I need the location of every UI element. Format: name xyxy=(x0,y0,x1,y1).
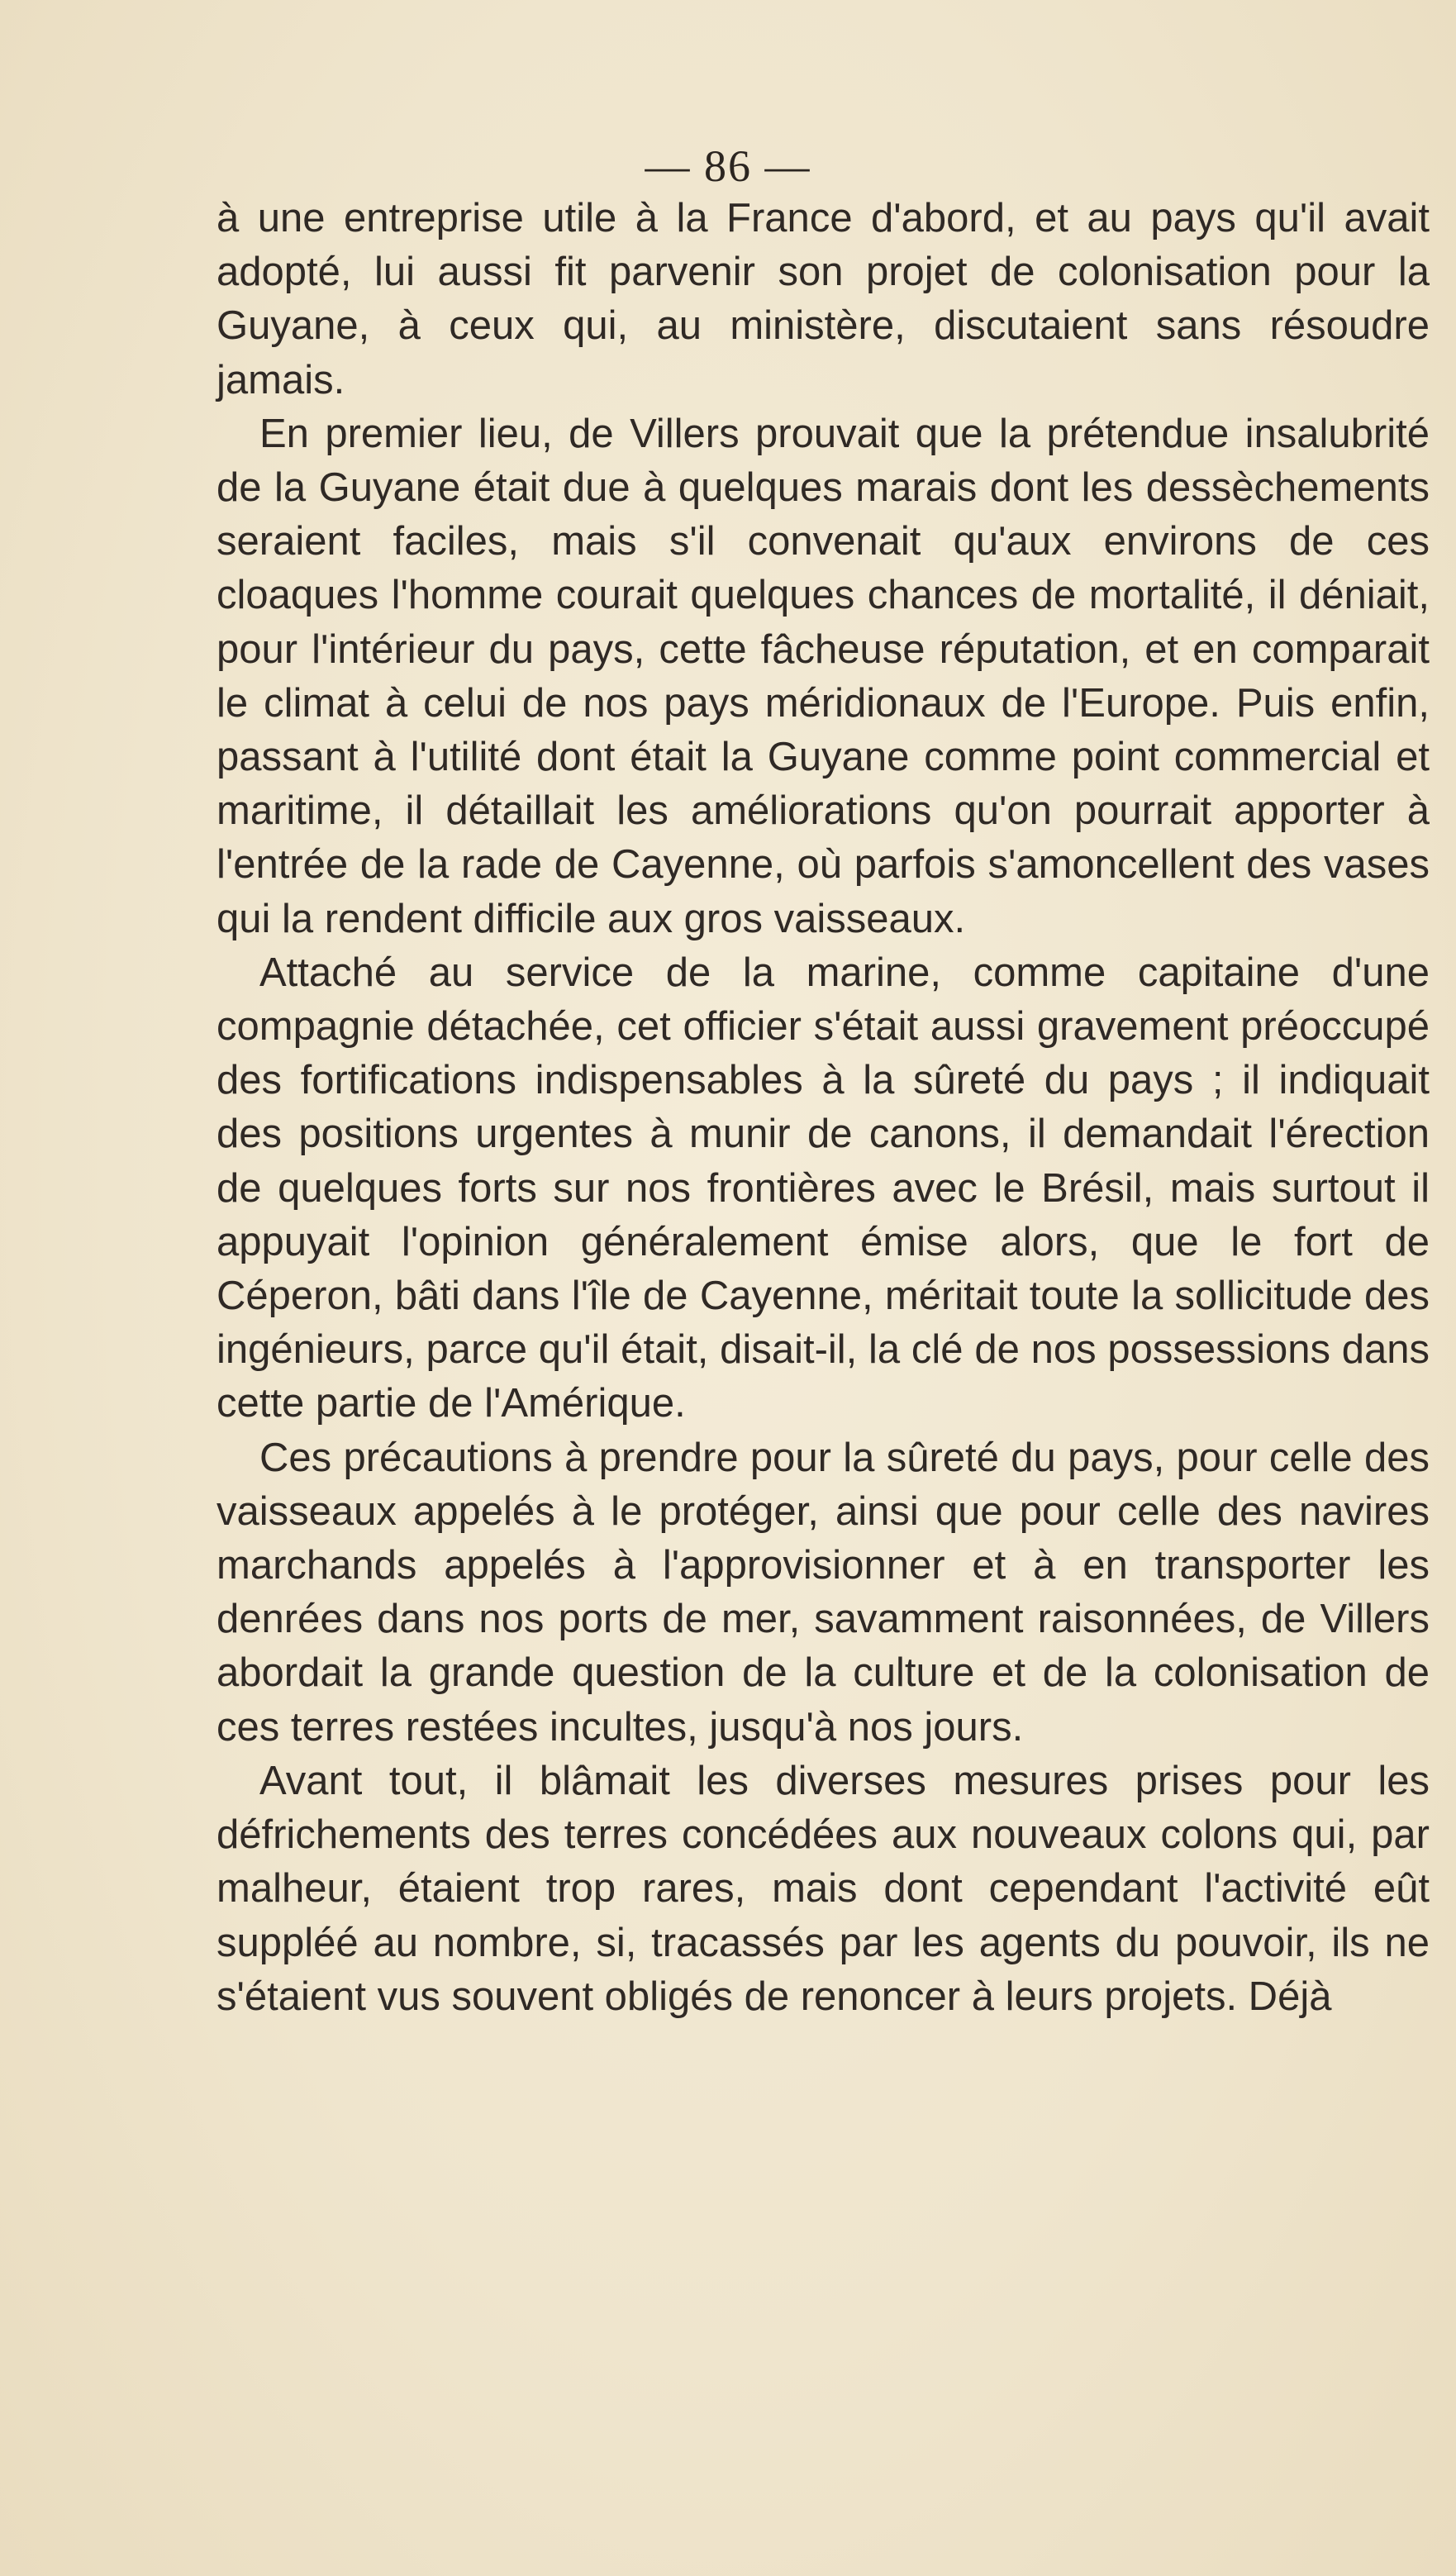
paragraph-5: Avant tout, il blâmait les diverses mesures prises pour les défrichements des terres concédées aux nouveaux colons qui, par malheur, étaient trop rares, mais dont cependant l'activité eût suppléé au nombre, si, tracassés par les agents du pouvoir, ils ne s'étaient vus souvent obligés de renoncer à leurs projets. Déjà xyxy=(216,1758,1430,2019)
page-number: — 86 — xyxy=(645,141,811,191)
paragraph-4: Ces précautions à prendre pour la sûreté du pays, pour celle des vaisseaux appelés à le protéger, ainsi que pour celle des navires marchands appelés à l'approvisionner et à en transporter les denrées dans nos ports de mer, savamment raisonnées, de Villers abordait la grande question de la culture et de la colonisation de ces terres restées incultes, jusqu'à nos jours. xyxy=(216,1435,1430,1750)
paragraph-3: Attaché au service de la marine, comme capitaine d'une compagnie détachée, cet officier s'était aussi gravement préoccupé des fortifications indispensables à la sûreté du pays ; il indiquait des positions urgentes à munir de canons, il demandait l'érection de quelques forts sur nos frontières avec le Brésil, mais surtout il appuyait l'opinion généralement émise alors, que le fort de Céperon, bâti dans l'île de Cayenne, méritait toute la sollicitude des ingénieurs, parce qu'il était, disait-il, la clé de nos possessions dans cette partie de l'Amérique. xyxy=(216,950,1430,1426)
body-text xyxy=(216,192,1430,2024)
paragraph-1: à une entreprise utile à la France d'abord, et au pays qu'il avait adopté, lui aussi fit parvenir son projet de colonisation pour la Guyane, à ceux qui, au ministère, discutaient sans résoudre jamais. xyxy=(216,196,1430,402)
paragraph-2: En premier lieu, de Villers prouvait que la prétendue insalubrité de la Guyane était due à quelques marais dont les dessèchements seraient faciles, mais s'il convenait qu'aux environs de ces cloaques l'homme courait quelques chances de mortalité, il déniait, pour l'intérieur du pays, cette fâcheuse réputation, et en comparait le climat à celui de nos pays méridionaux de l'Europe. Puis enfin, passant à l'utilité dont était la Guyane comme point commercial et maritime, il détaillait les améliorations qu'on pourrait apporter à l'entrée de la rade de Cayenne, où parfois s'amoncellent des vases qui la rendent difficile aux gros vaisseaux. xyxy=(216,411,1430,941)
